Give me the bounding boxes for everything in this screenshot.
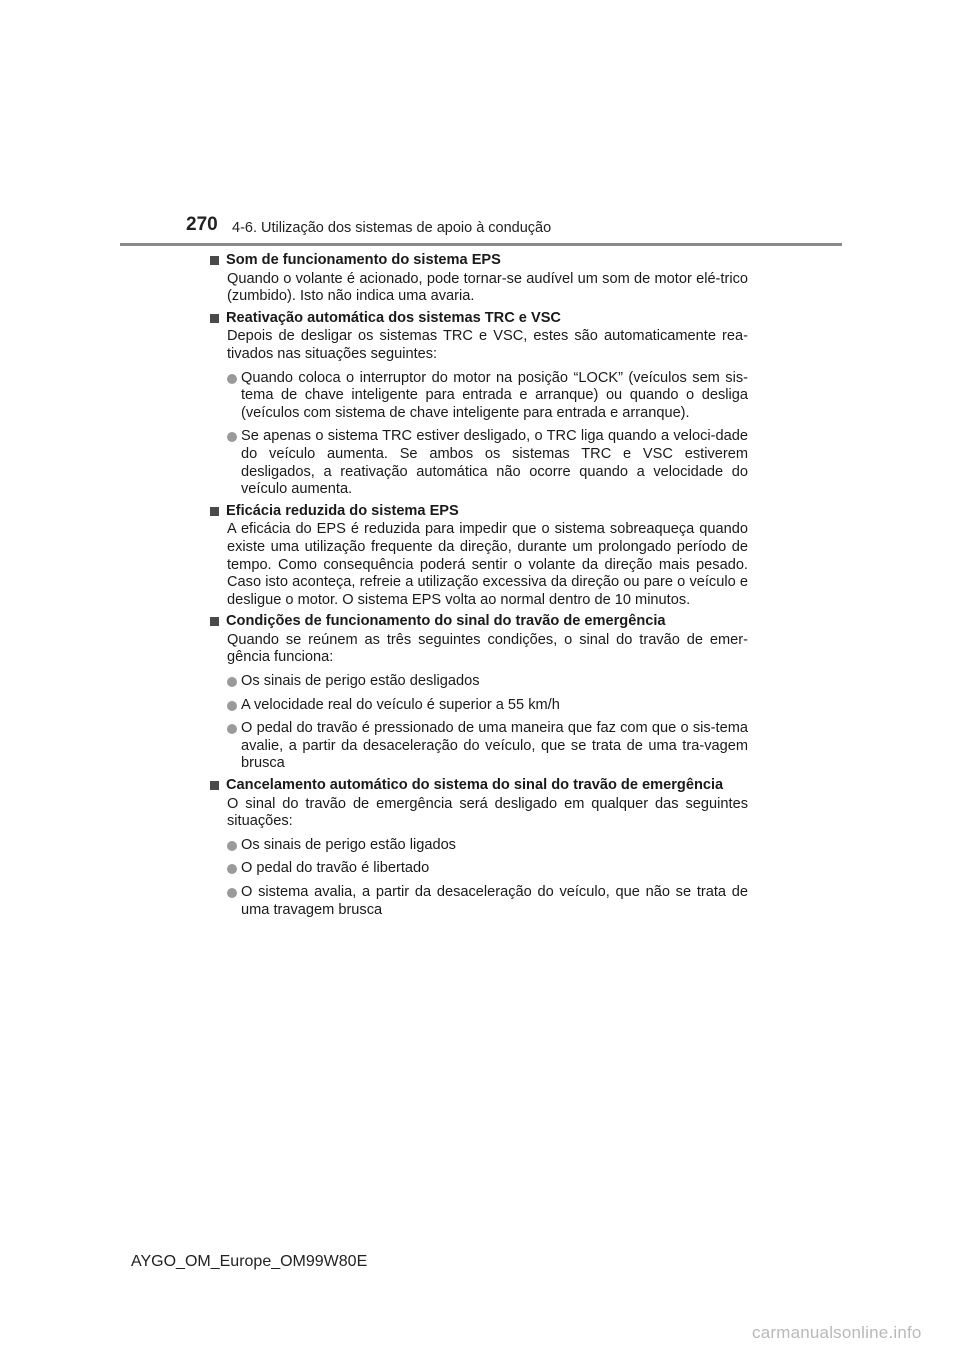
list-item bbox=[227, 673, 748, 691]
list-item-text: O pedal do travão é libertado bbox=[241, 860, 430, 877]
section-paragraph: A eficácia do EPS é reduzida para impedir que o sistema sobreaqueça quando existe uma utilização frequente da direção, durante um prolongado período de tempo. Como consequência poderá sentir o volante da direção mais pesado. Caso isto aconteça, refreie a utilização excessiva da direção ou pare o veículo e desligue o motor. O sistema EPS volta ao normal dentro de 10 minutos. bbox=[227, 521, 748, 608]
round-bullet-icon bbox=[227, 841, 237, 851]
section-heading bbox=[210, 503, 748, 521]
section-title: Eficácia reduzida do sistema EPS bbox=[226, 502, 459, 519]
chapter-title: 4-6. Utilização dos sistemas de apoio à condução bbox=[232, 220, 552, 236]
section-emergency-brake-cancel bbox=[210, 777, 748, 919]
section-heading bbox=[210, 777, 748, 795]
list-item-text: Se apenas o sistema TRC estiver desligado, o TRC liga quando a veloci-dade do veículo aumenta. Se ambos os sistemas TRC e VSC estiverem desligados, a reativação automática não ocorre quando a velocidade do veículo aumenta. bbox=[241, 428, 748, 498]
round-bullet-icon bbox=[227, 432, 237, 442]
list-item bbox=[227, 697, 748, 715]
section-paragraph: Depois de desligar os sistemas TRC e VSC, estes são automaticamente rea-tivados nas situações seguintes: bbox=[227, 328, 748, 362]
round-bullet-icon bbox=[227, 888, 237, 898]
list-item bbox=[227, 370, 748, 423]
round-bullet-icon bbox=[227, 677, 237, 687]
header-divider bbox=[120, 243, 842, 246]
list-item bbox=[227, 860, 748, 878]
section-eps-reduced bbox=[210, 503, 748, 610]
section-heading bbox=[210, 613, 748, 631]
section-eps-sound bbox=[210, 252, 748, 306]
square-bullet-icon bbox=[210, 507, 219, 516]
list-item bbox=[227, 720, 748, 773]
watermark: carmanualsonline.info bbox=[752, 1323, 922, 1342]
page-number: 270 bbox=[186, 214, 218, 235]
section-paragraph: Quando o volante é acionado, pode tornar-se audível um som de motor elé-trico (zumbido). Isto não indica uma avaria. bbox=[227, 270, 748, 305]
list-item-text: Os sinais de perigo estão desligados bbox=[241, 673, 480, 690]
section-title: Som de funcionamento do sistema EPS bbox=[226, 252, 501, 268]
round-bullet-icon bbox=[227, 374, 237, 384]
list-item bbox=[227, 837, 748, 855]
section-title: Reativação automática dos sistemas TRC e VSC bbox=[226, 309, 561, 326]
list-item-text: Os sinais de perigo estão ligados bbox=[241, 836, 456, 853]
section-heading bbox=[210, 252, 748, 270]
content-body bbox=[210, 252, 748, 923]
square-bullet-icon bbox=[210, 256, 219, 265]
list-item-text: A velocidade real do veículo é superior a 55 km/h bbox=[241, 696, 560, 713]
list-item-text: Quando coloca o interruptor do motor na posição “LOCK” (veículos sem sis-tema de chave inteligente para entrada e arranque) ou quando o desliga (veículos com sistema de chave inteligente para entrada e arranque). bbox=[241, 369, 748, 421]
section-heading bbox=[210, 310, 748, 328]
document-id: AYGO_OM_Europe_OM99W80E bbox=[131, 1253, 368, 1270]
list-item bbox=[227, 428, 748, 498]
square-bullet-icon bbox=[210, 781, 219, 790]
section-emergency-brake-conditions bbox=[210, 613, 748, 773]
section-title: Condições de funcionamento do sinal do travão de emergência bbox=[226, 613, 666, 630]
square-bullet-icon bbox=[210, 617, 219, 626]
round-bullet-icon bbox=[227, 701, 237, 711]
round-bullet-icon bbox=[227, 864, 237, 874]
list-item-text: O sistema avalia, a partir da desaceleração do veículo, que não se trata de uma travagem brusca bbox=[241, 884, 748, 918]
section-trc-vsc-reactivation bbox=[210, 310, 748, 499]
section-paragraph: O sinal do travão de emergência será desligado em qualquer das seguintes situações: bbox=[227, 795, 748, 830]
section-title: Cancelamento automático do sistema do sinal do travão de emergência bbox=[226, 777, 724, 794]
square-bullet-icon bbox=[210, 314, 219, 323]
round-bullet-icon bbox=[227, 724, 237, 734]
section-paragraph: Quando se reúnem as três seguintes condições, o sinal do travão de emer-gência funciona: bbox=[227, 631, 748, 666]
list-item-text: O pedal do travão é pressionado de uma maneira que faz com que o sis-tema avalie, a partir da desaceleração do veículo, que se trata de uma tra-vagem brusca bbox=[241, 720, 748, 772]
list-item bbox=[227, 884, 748, 919]
